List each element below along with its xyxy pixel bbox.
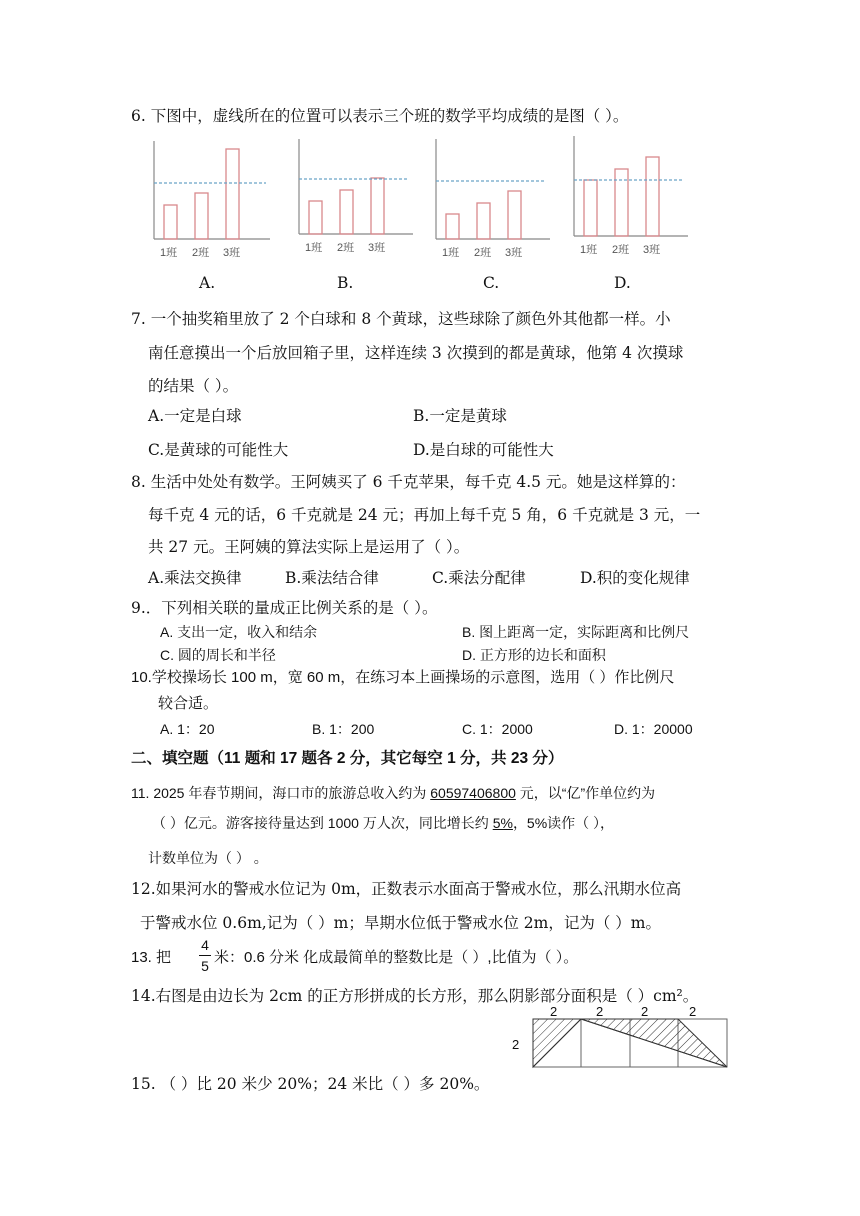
tick-2: 2班 <box>337 242 355 254</box>
q14-top-label-2: 2 <box>596 1004 604 1019</box>
q11-line3: 计数单位为（ ） 。 <box>148 850 268 866</box>
bar-3 <box>226 149 239 239</box>
q13-rest: 米：0.6 分米 化成最简单的整数比是（ ）,比值为（ ）。 <box>214 949 579 966</box>
q12-line2: 于警戒水位 0.6m,记为（ ）m；旱期水位低于警戒水位 2m，记为（ ）m。 <box>140 914 661 932</box>
q11-line2-b: ，5%读作（ ）， <box>512 815 615 831</box>
q7-line3: 的结果（ ）。 <box>148 377 239 395</box>
q10-line1: 10.学校操场长 100 m，宽 60 m，在练习本上画操场的示意图，选用（ ）作比例尺 <box>131 669 675 686</box>
q7-option-b: B.一定是黄球 <box>413 407 507 425</box>
bar-2 <box>477 203 490 239</box>
q7-option-a: A.一定是白球 <box>148 407 242 425</box>
bar-2 <box>615 169 628 236</box>
q10-line2: 较合适。 <box>158 695 219 712</box>
tick-3: 3班 <box>505 247 523 259</box>
tick-1: 1班 <box>160 247 178 259</box>
chart-a <box>140 135 275 260</box>
q13-fraction-bar <box>199 955 211 956</box>
q10-option-a: A. 1：20 <box>160 721 215 737</box>
tick-1: 1班 <box>580 244 598 256</box>
q9-option-c: C. 圆的周长和半径 <box>160 647 276 663</box>
q8-option-a: A.乘法交换律 <box>148 569 242 587</box>
q7-line2: 南任意摸出一个后放回箱子里，这样连续 3 次摸到的都是黄球，他第 4 次摸球 <box>148 344 684 362</box>
bar-3 <box>508 191 521 239</box>
q10-option-b: B. 1：200 <box>312 721 375 737</box>
chart-d-label: D. <box>614 274 631 292</box>
q13-prefix: 13. 把 <box>131 949 172 966</box>
q14-side-label: 2 <box>512 1037 520 1052</box>
q7-line1: 7. 一个抽奖箱里放了 2 个白球和 8 个黄球，这些球除了颜色外其他都一样。小 <box>131 310 671 328</box>
q14-top-label-4: 2 <box>689 1004 697 1019</box>
q8-line3: 共 27 元。王阿姨的算法实际上是运用了（ ）。 <box>148 538 470 556</box>
bar-1 <box>164 205 177 239</box>
q14-top-label-3: 2 <box>641 1004 649 1019</box>
q14-figure <box>500 1004 735 1072</box>
tick-1: 1班 <box>442 247 460 259</box>
q9-option-b: B. 图上距离一定，实际距离和比例尺 <box>462 624 690 640</box>
tick-3: 3班 <box>223 247 241 259</box>
q10-option-d: D. 1：20000 <box>614 721 693 737</box>
q13-fraction-numerator: 4 <box>201 937 209 953</box>
section-2-title: 二、填空题（11 题和 17 题各 2 分，其它每空 1 分，共 23 分） <box>131 750 564 767</box>
q8-option-c: C.乘法分配律 <box>432 569 526 587</box>
chart-c <box>422 135 557 260</box>
q8-line2: 每千克 4 元的话，6 千克就是 24 元；再加上每千克 5 角，6 千克就是 3 元，一 <box>148 506 701 524</box>
q11-line1-b: 元，以“亿”作单位约为 <box>515 785 656 801</box>
chart-a-svg <box>140 135 275 260</box>
chart-d <box>560 132 695 257</box>
q8-line1: 8. 生活中处处有数学。王阿姨买了 6 千克苹果，每千克 4.5 元。她是这样算的： <box>131 473 686 491</box>
bar-3 <box>371 178 384 234</box>
tick-3: 3班 <box>643 244 661 256</box>
q11-line2 <box>152 813 614 833</box>
q8-option-d: D.积的变化规律 <box>580 569 690 587</box>
q13-fraction-denominator: 5 <box>201 958 209 974</box>
q15-text: 15. （ ）比 20 米少 20%；24 米比（ ）多 20%。 <box>131 1075 490 1093</box>
q11-line2-a: （ ）亿元。游客接待量达到 1000 万人次，同比增长约 <box>152 815 493 831</box>
chart-c-svg <box>422 135 557 260</box>
tick-1: 1班 <box>305 242 323 254</box>
chart-a-label: A. <box>199 274 216 292</box>
bar-3 <box>646 157 659 236</box>
q9-option-d: D. 正方形的边长和面积 <box>462 647 606 663</box>
q11-growth-percent: 5% <box>492 815 513 831</box>
q14-text: 14.右图是由边长为 2cm 的正方形拼成的长方形，那么阴影部分面积是（ ）cm²。 <box>131 987 699 1005</box>
tick-3: 3班 <box>368 242 386 254</box>
q11-revenue-number: 60597406800 <box>430 785 516 801</box>
tick-2: 2班 <box>192 247 210 259</box>
q10-option-c: C. 1：2000 <box>462 721 533 737</box>
q9-text: 9.．下列相关联的量成正比例关系的是（ ）。 <box>131 599 438 617</box>
q8-option-b: B.乘法结合律 <box>285 569 379 587</box>
q14-figure-svg <box>500 1004 735 1072</box>
tick-2: 2班 <box>612 244 630 256</box>
chart-b-label: B. <box>337 274 354 292</box>
bar-2 <box>195 193 208 239</box>
bar-1 <box>584 180 597 236</box>
bar-1 <box>446 214 459 239</box>
q7-option-d: D.是白球的可能性大 <box>413 441 554 459</box>
q11-line1 <box>131 783 655 803</box>
q12-line1: 12.如果河水的警戒水位记为 0m，正数表示水面高于警戒水位，那么汛期水位高 <box>131 880 682 898</box>
chart-b <box>285 135 420 260</box>
tick-2: 2班 <box>474 247 492 259</box>
chart-c-label: C. <box>483 274 500 292</box>
q11-line1-a: 11. 2025 年春节期间，海口市的旅游总收入约为 <box>131 785 431 801</box>
q14-top-label-1: 2 <box>550 1004 558 1019</box>
q6-text: 6. 下图中，虚线所在的位置可以表示三个班的数学平均成绩的是图（ ）。 <box>131 107 629 125</box>
bar-1 <box>309 201 322 234</box>
q9-option-a: A. 支出一定，收入和结余 <box>160 624 318 640</box>
bar-2 <box>340 190 353 234</box>
chart-d-svg <box>560 132 695 257</box>
q7-option-c: C.是黄球的可能性大 <box>148 441 289 459</box>
